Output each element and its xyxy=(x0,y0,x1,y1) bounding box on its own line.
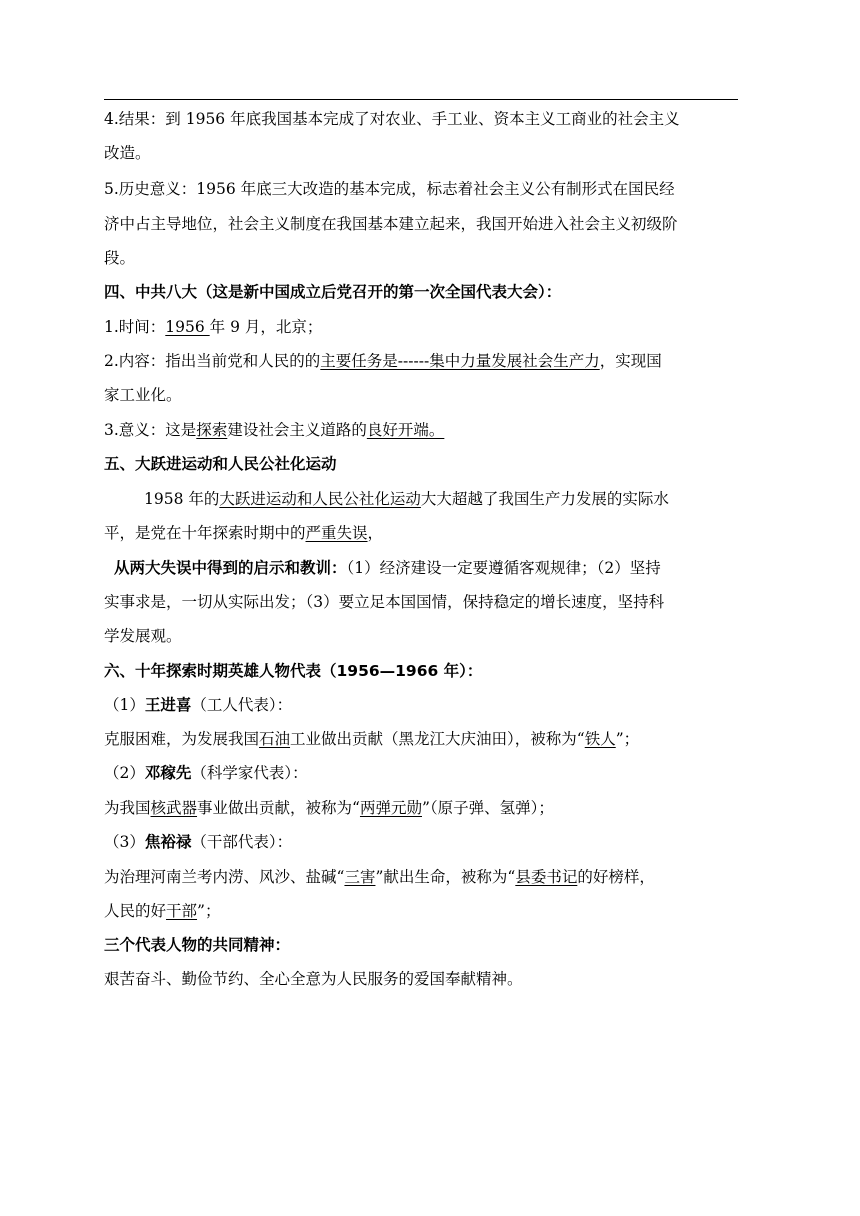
hero-3-role: （干部代表）： xyxy=(191,833,293,851)
content-rest: ，实现国 xyxy=(599,352,662,370)
hero-2-desc xyxy=(104,797,554,819)
hero-3-c: 的好榜样， xyxy=(577,868,655,886)
sig-explore: 探索 xyxy=(196,421,228,439)
meaning-line-1: 5.历史意义：1956 年底三大改造的基本完成，标志着社会主义公有制形式在国民经 xyxy=(104,180,675,198)
leap-p2-a: 平，是党在十年探索时期中的 xyxy=(104,524,306,542)
leap-paragraph-2 xyxy=(104,522,383,544)
lesson-line-3: 学发展观。 xyxy=(104,627,182,645)
spirit-heading: 三个代表人物的共同精神： xyxy=(104,936,291,954)
section-heading-4: 四、中共八大（这是新中国成立后党召开的第一次全国代表大会）： xyxy=(104,283,562,301)
leap-year: 1958 年的 xyxy=(144,490,220,508)
hero-3-desc-1 xyxy=(104,866,655,888)
result-line-2: 改造。 xyxy=(104,144,151,162)
time-year: 1956 xyxy=(165,318,210,336)
hero-2-a: 为我国 xyxy=(104,799,151,817)
leap-p2-b: ， xyxy=(367,524,384,542)
hero-2-title: 两弹元勋 xyxy=(359,799,422,817)
section-heading-5: 五、大跃进运动和人民公社化运动 xyxy=(104,455,337,473)
lesson-line-2: 实事求是，一切从实际出发；（3）要立足本国国情，保持稳定的增长速度，坚持科 xyxy=(104,593,665,611)
hero-3-l2b: ”； xyxy=(197,902,221,920)
hero-1-role: （工人代表）： xyxy=(191,696,293,714)
lesson-text-1: （1）经济建设一定要遵循客观规律；（2）坚持 xyxy=(346,559,661,577)
leap-serious-mistake: 严重失误 xyxy=(305,524,368,542)
hero-1-title-iron-man: 铁人 xyxy=(584,730,616,748)
hero-3-desc-2 xyxy=(104,900,220,922)
section-heading-6: 六、十年探索时期英雄人物代表（1956—1966 年）： xyxy=(104,662,483,680)
leap-rest: 大大超越了我国生产力发展的实际水 xyxy=(420,490,669,508)
lesson-label: 从两大失误中得到的启示和教训： xyxy=(114,559,347,577)
congress-content-1 xyxy=(104,350,662,372)
leap-movements: 大跃进运动和人民公社化运动 xyxy=(219,490,421,508)
result-line-1: 4.结果：到 1956 年底我国基本完成了对农业、手工业、资本主义工商业的社会主义 xyxy=(104,110,680,128)
hero-3-a: 为治理河南兰考内涝、风沙、盐碱“ xyxy=(104,868,345,886)
congress-significance xyxy=(104,419,444,441)
hero-3-cadre: 干部 xyxy=(166,902,198,920)
hero-1-title xyxy=(104,694,292,716)
spirit-text: 艰苦奋斗、勤俭节约、全心全意为人民服务的爱国奉献精神。 xyxy=(104,970,523,988)
meaning-line-3: 段。 xyxy=(104,249,136,267)
hero-2-title xyxy=(104,762,308,784)
sig-good-start: 良好开端。 xyxy=(366,421,445,439)
hero-2-name: 邓稼先 xyxy=(144,764,192,782)
hero-1-desc xyxy=(104,728,639,750)
hero-1-b: 工业做出贡献（黑龙江大庆油田），被称为“ xyxy=(290,730,585,748)
hero-2-nuclear: 核武器 xyxy=(150,799,198,817)
hero-2-c: ”（原子弹、氢弹）； xyxy=(421,799,554,817)
time-label: 1.时间： xyxy=(104,318,166,336)
hero-1-name: 王进喜 xyxy=(144,696,192,714)
hero-2-b: 事业做出贡献，被称为“ xyxy=(197,799,360,817)
congress-content-2: 家工业化。 xyxy=(104,386,182,404)
leap-paragraph-1 xyxy=(144,488,669,510)
header-rule xyxy=(104,99,738,100)
meaning-line-2: 济中占主导地位，社会主义制度在我国基本建立起来，我国开始进入社会主义初级阶 xyxy=(104,215,678,233)
sig-mid: 建设社会主义道路的 xyxy=(227,421,367,439)
hero-3-b: ”献出生命，被称为“ xyxy=(375,868,516,886)
hero-3-county-secretary: 县委书记 xyxy=(515,868,578,886)
hero-1-oil: 石油 xyxy=(259,730,291,748)
hero-1-num: （1） xyxy=(104,696,145,714)
hero-2-role: （科学家代表）： xyxy=(191,764,308,782)
content-key-task: 主要任务是------集中力量发展社会生产力 xyxy=(320,352,600,370)
time-rest: 年 9 月，北京； xyxy=(209,318,323,336)
hero-3-name: 焦裕禄 xyxy=(144,833,192,851)
sig-label: 3.意义：这是 xyxy=(104,421,197,439)
hero-3-num: （3） xyxy=(104,833,145,851)
congress-time xyxy=(104,316,322,338)
hero-3-three-harms: 三害 xyxy=(344,868,376,886)
content-label: 2.内容：指出当前党和人民的的 xyxy=(104,352,321,370)
hero-1-c: ”； xyxy=(615,730,640,748)
hero-2-num: （2） xyxy=(104,764,145,782)
lesson-line-1 xyxy=(114,557,661,579)
hero-3-title xyxy=(104,831,292,853)
hero-1-a: 克服困难，为发展我国 xyxy=(104,730,260,748)
hero-3-l2a: 人民的好 xyxy=(104,902,167,920)
